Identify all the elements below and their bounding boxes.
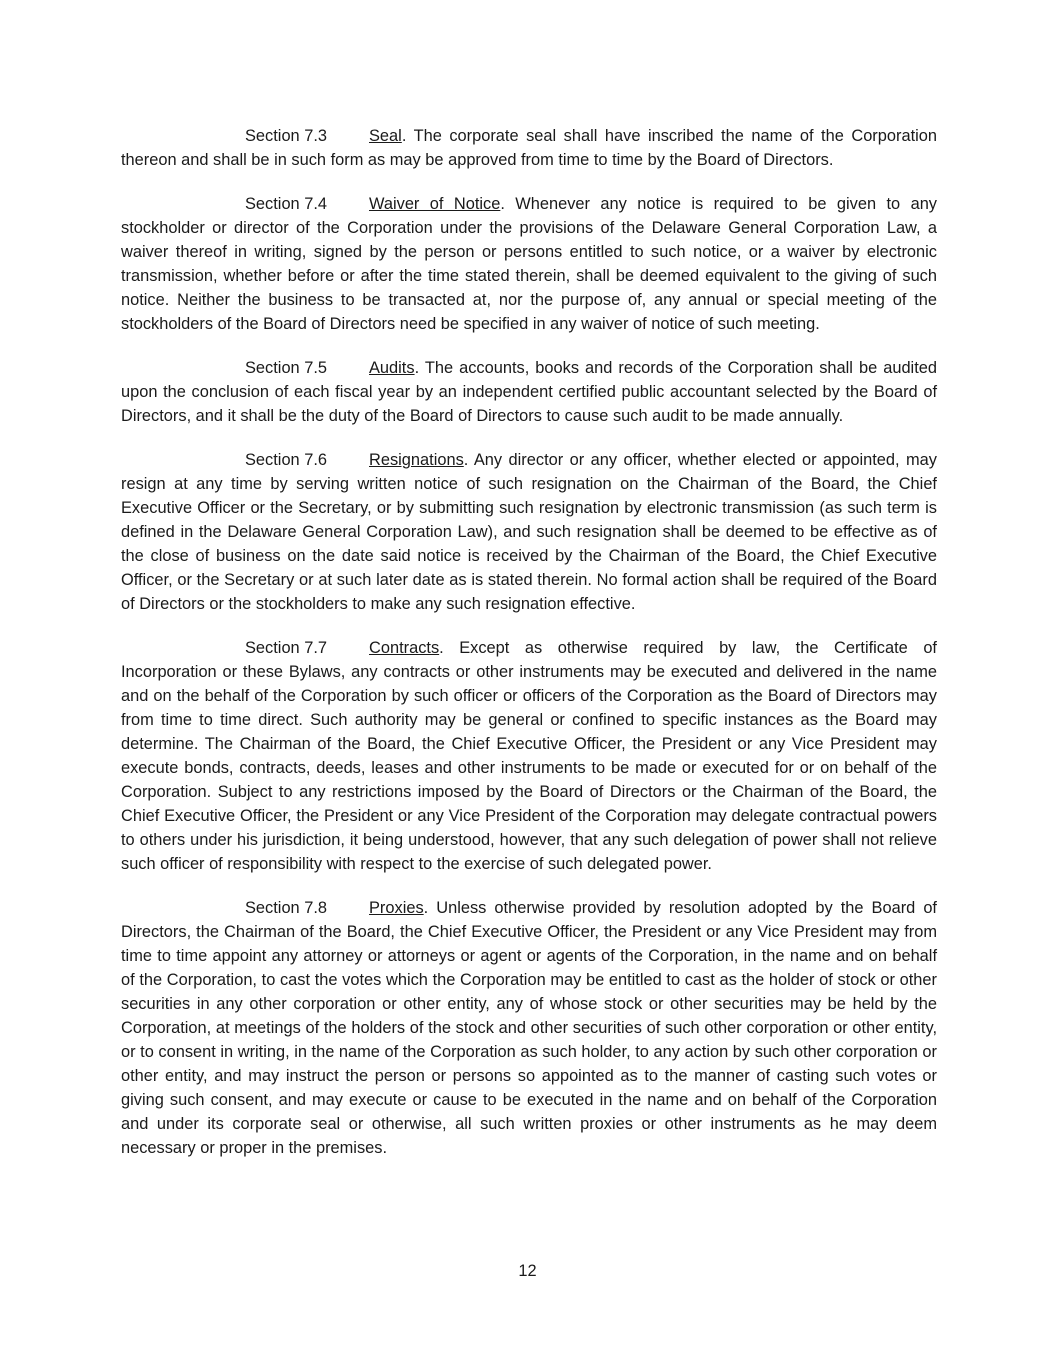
section-number: Section 7.6 (245, 451, 328, 469)
section-7-3 (121, 124, 937, 172)
section-7-8 (121, 896, 937, 1160)
section-body: . Whenever any notice is required to be given to any stockholder or director of the Corporation under the provisions of the Delaware General Corporation Law, a waiver thereof in writing, signed by the person or persons entitled to such notice, or a waiver by electronic transmission, whether before or after the time stated therein, shall be deemed equivalent to the giving of such notice. Neither the business to be transacted at, nor the purpose of, any annual or special meeting of the stockholders of the Board of Directors need be specified in any waiver of notice of such meeting. (121, 195, 937, 333)
section-body: . Any director or any officer, whether elected or appointed, may resign at any time by serving written notice of such resignation on the Chairman of the Board, the Chief Executive Officer or the Secretary, or by submitting such resignation by electronic transmission (as such term is defined in the Delaware General Corporation Law), and such resignation shall be deemed to be effective as of the close of business on the date said notice is received by the Chairman of the Board, the Chief Executive Officer, or the Secretary or at such later date as is stated therein. No formal action shall be required of the Board of Directors or the stockholders to make any such resignation effective. (121, 451, 937, 613)
page-number: 12 (518, 1262, 537, 1280)
section-heading: Audits (369, 359, 415, 377)
section-7-6 (121, 448, 937, 616)
document-page (121, 124, 937, 1180)
section-7-5 (121, 356, 937, 428)
section-body: . Except as otherwise required by law, the Certificate of Incorporation or these Bylaws, any contracts or other instruments may be executed and delivered in the name and on the behalf of the Corporation by such officer or officers of the Corporation as the Board of Directors may from time to time direct. Such authority may be general or confined to specific instances as the Board may determine. The Chairman of the Board, the Chief Executive Officer, the President or any Vice President may execute bonds, contracts, deeds, leases and other instruments to be made or executed for or on behalf of the Corporation. Subject to any restrictions imposed by the Board of Directors or the Chairman of the Board, the Chief Executive Officer, the President or any Vice President of the Corporation may delegate contractual powers to others under his jurisdiction, it being understood, however, that any such delegation of power shall not relieve such officer of responsibility with respect to the exercise of such delegated power. (121, 639, 937, 873)
section-heading: Seal (369, 127, 402, 145)
section-heading: Waiver of Notice (369, 195, 501, 213)
section-number: Section 7.7 (245, 639, 328, 657)
section-body: . The corporate seal shall have inscribed the name of the Corporation thereon and shall be in such form as may be approved from time to time by the Board of Directors. (121, 127, 937, 169)
section-heading: Contracts (369, 639, 440, 657)
section-number: Section 7.8 (245, 899, 328, 917)
section-body: . Unless otherwise provided by resolution adopted by the Board of Directors, the Chairman of the Board, the Chief Executive Officer, the President or any Vice President may from time to time appoint any attorney or attorneys or agent or agents of the Corporation, in the name and on behalf of the Corporation, to cast the votes which the Corporation may be entitled to cast as the holder of stock or other securities in any other corporation or other entity, any of whose stock or other securities may be held by the Corporation, at meetings of the holders of the stock and other securities of such other corporation or other entity, or to consent in writing, in the name of the Corporation as such holder, to any action by such other corporation or other entity, and may instruct the person or persons so appointed as to the manner of casting such votes or giving such consent, and may execute or cause to be executed in the name and on behalf of the Corporation and under its corporate seal or otherwise, all such written proxies or other instruments as he may deem necessary or proper in the premises. (121, 899, 937, 1157)
section-7-7 (121, 636, 937, 876)
section-7-4 (121, 192, 937, 336)
section-number: Section 7.4 (245, 195, 328, 213)
section-number: Section 7.5 (245, 359, 328, 377)
section-body: . The accounts, books and records of the Corporation shall be audited upon the conclusion of each fiscal year by an independent certified public accountant selected by the Board of Directors, and it shall be the duty of the Board of Directors to cause such audit to be made annually. (121, 359, 937, 425)
section-heading: Resignations (369, 451, 464, 469)
section-heading: Proxies (369, 899, 424, 917)
section-number: Section 7.3 (245, 127, 328, 145)
